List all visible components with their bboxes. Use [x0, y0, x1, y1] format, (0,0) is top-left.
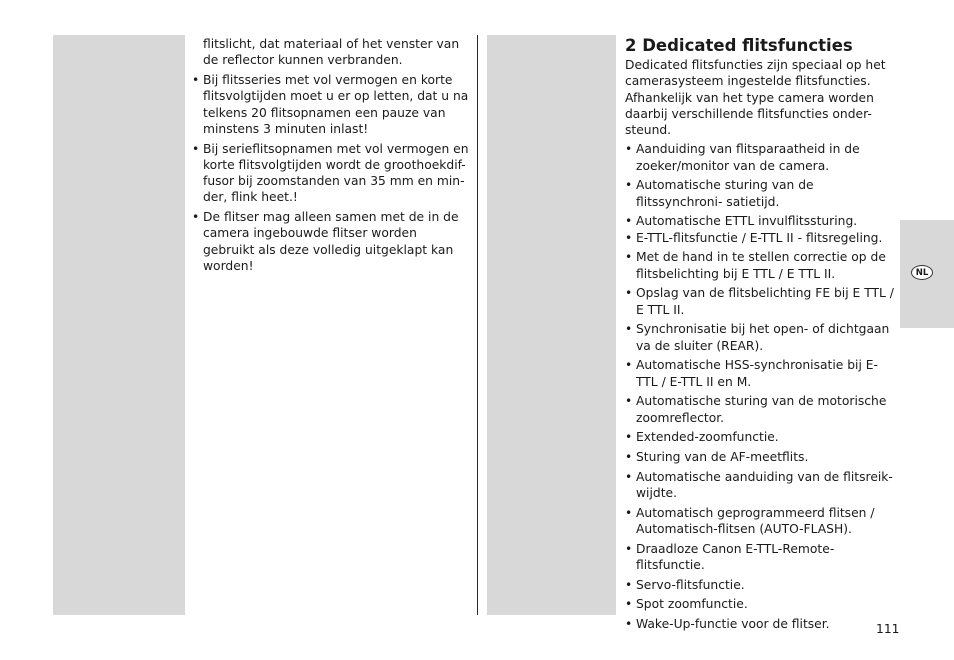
column-divider: [477, 35, 478, 615]
list-item: • Automatische ETTL invulflitssturing.: [625, 213, 897, 229]
list-item: • Automatische aanduiding van de flitsreik- wijdte.: [625, 469, 897, 502]
list-item: • Sturing van de AF-meetflits.: [625, 449, 897, 465]
list-item: • Servo-flitsfunctie.: [625, 577, 897, 593]
middle-gray-margin: [487, 35, 616, 615]
feature-list-group-1: [625, 141, 897, 210]
list-item: • Draadloze Canon E-TTL-Remote-flitsfunctie.: [625, 541, 897, 574]
list-item: • Bij serieflitsopnamen met vol vermogen en korte flitsvolgtijden wordt de groothoekdif- fusor bij zoomstanden van 35 mm en min- der, flink heet.!: [192, 141, 472, 206]
list-item: • Bij flitsseries met vol vermogen en korte flitsvolgtijden moet u er op letten, dat u na telkens 20 flitsopnamen een pauze van minstens 3 minuten inlast!: [192, 72, 472, 137]
language-badge: NL: [911, 265, 933, 280]
section-heading: 2 Dedicated flitsfuncties: [625, 36, 853, 55]
list-item: • Automatisch geprogrammeerd flitsen / Automatisch-flitsen (AUTO-FLASH).: [625, 505, 897, 538]
list-item: • Wake-Up-functie voor de flitser.: [625, 616, 897, 632]
list-item: • Automatische sturing van de flitssynchroni- satietijd.: [625, 177, 897, 210]
left-gray-margin: [53, 35, 185, 615]
list-item: • De flitser mag alleen samen met de in de camera ingebouwde flitser worden gebruikt als deze volledig uitgeklapt kan worden!: [192, 209, 472, 274]
list-item: • Met de hand in te stellen correctie op de flitsbelichting bij E TTL / E TTL II.: [625, 249, 897, 282]
right-text-column: [625, 36, 900, 636]
list-item: • Automatische HSS-synchronisatie bij E-TTL / E-TTL II en M.: [625, 357, 897, 390]
list-item: • Opslag van de flitsbelichting FE bij E TTL / E TTL II.: [625, 285, 897, 318]
continuation-paragraph: flitslicht, dat materiaal of het venster van de reflector kunnen verbranden.: [203, 37, 460, 68]
list-item: • Automatische sturing van de motorische zoomreflector.: [625, 393, 897, 426]
page-number: 111: [876, 622, 900, 636]
feature-list-group-2: [625, 213, 897, 632]
list-item: • Aanduiding van flitsparaatheid in de zoeker/monitor van de camera.: [625, 141, 897, 174]
list-item: • Extended-zoomfunctie.: [625, 429, 897, 445]
list-item: • Spot zoomfunctie.: [625, 596, 897, 612]
intro-paragraph: Dedicated flitsfuncties zijn speciaal op het camerasysteem ingestelde flitsfuncties. Afhankelijk van het type camera worden daarbij verschillende flitsfuncties onder- steund.: [625, 58, 886, 138]
list-item: • E-TTL-flitsfunctie / E-TTL II - flitsregeling.: [625, 230, 897, 246]
left-text-column: [192, 36, 472, 278]
left-bullet-list: [192, 72, 472, 274]
list-item: • Synchronisatie bij het open- of dichtgaan va de sluiter (REAR).: [625, 321, 897, 354]
